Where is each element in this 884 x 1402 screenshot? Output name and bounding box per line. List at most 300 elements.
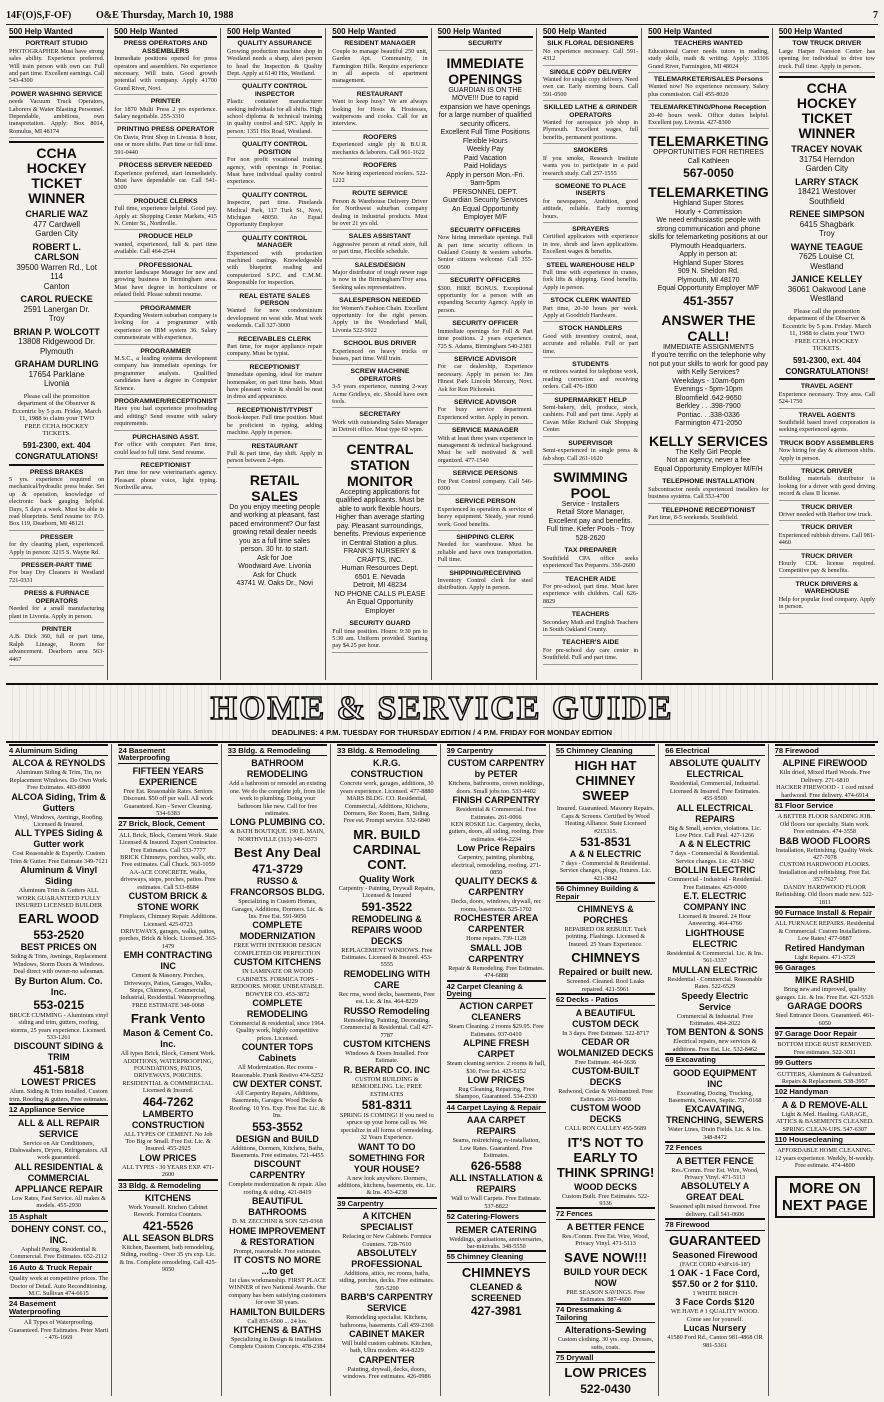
classified-ad [9, 534, 104, 559]
classified-ad [438, 227, 533, 274]
ad-title: SCHOOL BUS DRIVER [343, 340, 417, 348]
ad-text: interior landscape Manager for new and growing business in Birmingham area. Must have degree in horticulture or related field. Please submit resume. [114, 268, 217, 299]
ad-text: Large Harper Nansion Center has opening for individual to drive tow truck. Full time. Apply in person. [778, 47, 875, 70]
ad-title: STEEL WAREHOUSE HELP [546, 261, 635, 269]
ad-title: ROUTE SERVICE [352, 190, 408, 198]
service-text: REPAIRED OR REBUILT. Tuck pointing. Flashings. Licensed & Insured. 25 Years Experience. [564, 926, 647, 948]
classified-ad [332, 91, 427, 131]
ad-text: for 1870 Multi Press 2 yrs experience. Salary negotiable. 255-3310 [114, 105, 217, 121]
service-text: Kiln dried, Mixed Hard Woods. Free Delivery. 271-6810 [779, 769, 871, 784]
service-text: BRICK Chimneys, porches, walls, etc. Free estimates. Call Chuck. 563-1059 [120, 854, 217, 869]
service-listing [556, 993, 655, 1005]
ad-title: PRINTER [150, 98, 181, 106]
winner-name-line: Southfield [809, 196, 845, 206]
service-category-heading: 90 Furnace Install & Repair [775, 906, 875, 918]
service-phone: 464-7262 [142, 1094, 194, 1109]
service-text: AFFORDABLE HOME CLEANING. 12 years experience. Weekly, bi-weekly. Free estimate. 474-4800 [775, 1147, 875, 1170]
service-listing [775, 943, 875, 961]
ad-text: Experienced with production machined castings. Knowledgeable with blueprint reading and computerized S.P.C. and C.M.M. Responsible for inspection. [227, 249, 323, 287]
service-name: HAMILTON BUILDERS [229, 1306, 326, 1317]
service-listing [228, 1255, 327, 1307]
ad-text: Experienced single ply & B.U.R. mechanics & laborers. Call 961-1622 [332, 141, 428, 156]
ad-title: SECURITY [468, 40, 503, 48]
ad-title: TEACHERS WANTED [674, 40, 743, 48]
ad-text: Hourly CDL license required. Competitive pay & benefits. [778, 560, 875, 575]
ad-title: SERVICE ADVISOR [454, 398, 517, 406]
service-name: ABSOLUTELY A GREAT DEAL [680, 1181, 750, 1203]
classified-ad [332, 262, 427, 295]
ad-text: or retirees wanted for telephone work, reading correction and receiving orders. Call 476-1800 [542, 368, 639, 391]
ad-text: Educational Career needs tutors in reading, study skills, math & writing. Apply: 33306 Grand River, Farmington, MI 48024 [648, 47, 769, 70]
service-listing [9, 828, 108, 865]
ad-title: TRAVEL AGENTS [798, 411, 856, 419]
display-ad-line: Do you enjoy meeting people and working at pleasant, fast paced environment? Our fast growing retail dealer needs you as a full time sales person. 30 hr. to start. [229, 503, 320, 554]
svc-column-8 [772, 744, 878, 1396]
service-name: SMALL JOB CARPENTRY [468, 942, 525, 964]
service-listing [228, 876, 327, 920]
classified-ad [543, 297, 638, 322]
service-text: Big & Small, service, violations. Lic. Low Price. Call Paul. 427-1266 [668, 824, 762, 840]
winner-name-line: Plymouth [39, 346, 74, 356]
service-name: Mason & Cement Co. Inc. [123, 1028, 214, 1050]
service-listing [118, 1193, 217, 1219]
winner-headline: CCHA HOCKEY TICKET WINNER [796, 80, 857, 142]
classified-ad [227, 443, 322, 468]
service-listing [118, 817, 217, 829]
service-name: DISCOUNT SIDING & TRIM [13, 1041, 104, 1063]
service-text: WE HAVE # 1 QUALITY WOOD. Come see for yourself. [671, 1308, 759, 1323]
service-name: QUALITY DECKS & CARPENTRY [455, 876, 538, 898]
service-text: Concrete work, garages, additions, 30 years experience. Licensed. 477-8880 [339, 780, 434, 795]
service-name: CUSTOM KITCHENS [233, 957, 322, 968]
ad-text: 20-40 hours week. Office duties helpful. Excellent pay. Livonia. 427-8300 [648, 111, 769, 127]
display-ad-line: IMMEDIATE ASSIGNMENTS [662, 343, 754, 351]
ad-text: 5 yrs. experience required on mechanical/hydraulic press brake. Set up & operation, knowledge of electronic back gauging helpful. Days, 5 days a week. Must be able to read blueprints. Send resume to: P.O. Box 119, Dearborn, MI 48121 [9, 476, 105, 528]
service-listing [337, 1292, 436, 1329]
ad-text: For busy service department. Experienced writer. Apply in person. [437, 406, 533, 421]
display-ad-phone-line: Bloomfield .642-9650 [675, 394, 742, 402]
service-text: Vinyl, Windows, Awnings, Roofing. Licensed & Insured. [13, 813, 104, 829]
service-name: K.R.G. CONSTRUCTION [350, 758, 424, 780]
service-listing [775, 1085, 875, 1097]
ad-title: SINGLE COPY DELIVERY [549, 68, 632, 76]
service-name: LIGHTHOUSE ELECTRIC [685, 927, 745, 949]
classified-ad [543, 226, 638, 259]
ad-text: Needed for warehouse. Must be reliable and have own transportation. Full time. [437, 541, 533, 564]
ad-title: TRUCK BODY ASSEMBLERS [779, 439, 874, 447]
ad-text: Full time, experience helpful. Good pay. Apply at: Shopping Center Markets, 415 N. Center St., Northville. [114, 205, 217, 227]
service-text: 7 days - Commercial & Residential. Service changes. Lic. 421-3842 [670, 850, 760, 865]
winner-name-line: Westland [810, 261, 844, 271]
service-name: CHIMNEYS & PORCHES [577, 904, 634, 926]
service-category-heading: 52 Catering-Flowers [447, 1210, 546, 1222]
service-listing [337, 1112, 436, 1142]
display-ad-line: Weekly Pay [466, 146, 504, 154]
service-name: A KITCHEN SPECIALIST [360, 1211, 414, 1233]
winner-note: Please call the promotion department of the Observer & Eccentric by 5 p.m. Friday. March 11, 1988 to claim your TWO FREE CCHA HOCKEY TICKETS. [782, 307, 872, 353]
service-phone: 522-0430 [580, 1382, 631, 1397]
display-ad [648, 312, 769, 429]
classified-ad [9, 590, 104, 623]
service-name: ABSOLUTELY PROFESSIONAL [351, 1248, 423, 1269]
classified-ad [227, 40, 322, 80]
service-text: Complete modernization & repair. Also roofing & siding. 421-8419 [228, 1181, 327, 1196]
service-phone: 553-3552 [252, 1119, 303, 1134]
service-listing [556, 1365, 655, 1380]
winner-name-line: GRAHAM DURLING [14, 359, 99, 370]
svc-column-1 [6, 744, 112, 1396]
service-name: E.T. ELECTRIC COMPANY INC [683, 891, 747, 913]
service-headline: SAVE NOW!!! [564, 1249, 647, 1265]
service-category-heading: 66 Electrical [665, 744, 764, 756]
ad-text: Wanted for single copy delivery. Need own car. Early morning hours. Call 591-0500 [542, 76, 639, 98]
ad-text: Good with inventory control, neat, accurate and reliable. Full or part time. [542, 332, 639, 355]
service-phone: 421-5526 [142, 1218, 194, 1233]
service-listing [447, 1210, 546, 1222]
service-listing [228, 758, 327, 817]
service-text: PRE SEASON SAVINGS. Free Estimates. 887-4600 [566, 1288, 645, 1303]
classified-ad [332, 162, 427, 187]
display-ad-line: Equal Opportunity Employer M/F/H [654, 465, 763, 473]
service-listing [556, 835, 655, 849]
service-listing [556, 1207, 655, 1219]
ad-text: for newspapers, Ambition, good attitude, reliable. Early morning hours. [542, 197, 639, 220]
service-category-heading: 62 Decks - Patios [556, 993, 655, 1005]
classified-ad [438, 534, 533, 567]
service-listing [228, 920, 327, 957]
service-name: B&B WOOD FLOORS [779, 835, 871, 846]
service-text: KEN ROSKE Lic. Carpentry, decks, gutters, doors, all siding, roofing. Free estimates. 464-2234 [448, 821, 544, 843]
classified-ad [438, 320, 533, 353]
service-listing [9, 1275, 108, 1297]
service-text: Seasoned split mixed firewood. Free delivery. Call 541-0606 [669, 1203, 761, 1218]
service-listing [337, 1098, 436, 1112]
service-name: ALL SEASON BLDRS [122, 1232, 214, 1243]
classified-ad [332, 134, 427, 159]
service-listing [118, 1109, 217, 1153]
display-ad-line: Detroit, MI 48234 [353, 582, 407, 590]
service-text: 7 days - Commercial & Residential. Service changes, plugs, fixtures. Lic. 421-3842 [559, 860, 652, 882]
ad-text: Part time, for major appliance repair company. Must be typist. [227, 343, 323, 358]
service-listing [228, 1120, 327, 1134]
display-ad-headline: RETAIL SALES [249, 471, 300, 504]
service-name: EMH CONTRACTING INC [123, 950, 213, 972]
service-listing [337, 900, 436, 914]
ad-text: Part time, 8-5 weekends. Southfield. [648, 514, 739, 522]
classified-ad [648, 76, 769, 101]
service-name: CUSTOM WOOD DECKS [570, 1103, 641, 1125]
display-ad-line: Highland Super Stores [673, 200, 744, 208]
ad-title: QUALITY CONTROL INSPECTOR [242, 83, 308, 98]
service-name: Seasoned Firewood [672, 1249, 758, 1260]
winner-note: Please call the promotion department of the Observer & Eccentric by 5 p.m. Friday, March 11, 1988 to claim your TWO FREE CCHA HOCKEY TICKETS. [12, 392, 102, 438]
service-listing [447, 795, 546, 821]
service-text: Light & Med. Hauling. GARAGE, ATTICS & BASEMENTS CLEANED. SPRING CLEAN-UPS. 547-6307 [775, 1110, 874, 1133]
service-text: Commercial & Industrial. Free Estimates. 484-2022 [676, 1012, 754, 1027]
column-heading: 500 Help Wanted [438, 28, 533, 38]
classified-ad [227, 83, 322, 138]
service-category-heading: 56 Chimney Building & Repair [556, 882, 655, 902]
ad-title: PRESS OPERATORS AND ASSEMBLERS [123, 40, 208, 55]
service-listing [118, 1153, 217, 1179]
service-listing [665, 1250, 764, 1268]
ad-text: If you smoke, Research Institute wants you to participate in a paid research study. Call 257-1555 [542, 154, 639, 177]
ad-title: QUALITY CONTROL [242, 191, 308, 199]
classified-ad [227, 235, 322, 290]
winner-name-line: WAYNE TEAGUE [790, 241, 863, 252]
service-listing [337, 1197, 436, 1209]
classified-ad [9, 40, 104, 87]
service-listing [775, 1133, 875, 1145]
svc-column-6 [553, 744, 659, 1396]
classified-ad [648, 104, 769, 129]
service-text: Windows & Doors Installed. Free Estimate. [345, 1049, 429, 1065]
winner-headline: CCHA HOCKEY TICKET WINNER [26, 145, 87, 207]
ad-title: SERVICE PERSON [455, 498, 516, 506]
ad-title: SALES/DESIGN [354, 261, 406, 269]
service-name: MULLAN ELECTRIC [672, 964, 758, 975]
winner-name-line: TRACEY NOVAK [791, 144, 863, 155]
ad-title: SHIPPING CLERK [456, 534, 515, 542]
hw-column-8 [776, 28, 878, 680]
winner-name-line: Livonia [43, 379, 70, 389]
winner-name-line: 2591 Lanergan Dr. [23, 304, 90, 314]
service-phone: 531-8531 [580, 835, 631, 850]
service-listing [665, 1181, 764, 1218]
service-listing [556, 1250, 655, 1265]
ad-title: STUDENTS [572, 361, 609, 369]
display-ad-phone-line: Farmington 471-2050 [674, 420, 742, 428]
service-listing [775, 813, 875, 835]
display-ad-line: NO PHONE CALLS PLEASE [334, 590, 426, 598]
service-text: REPLACEMENT WINDOWS. Free Estimates. Licensed & Insured. 453-5555 [341, 946, 433, 969]
column-heading: 500 Help Wanted [543, 28, 638, 38]
ad-title: PROGRAMMER [140, 304, 191, 312]
display-ad-line: 43741 W. Oaks Dr., Novi [236, 580, 313, 588]
service-listing [337, 1039, 436, 1065]
service-listing [556, 1382, 655, 1396]
classified-ad [779, 581, 875, 614]
service-text: All Types of Waterproofing. Guaranteed. Free Estimates. Peter Marti - 476-1669 [9, 1319, 109, 1342]
service-listing [447, 1115, 546, 1159]
display-ad-headline: CENTRAL STATION MONITOR [346, 440, 414, 489]
service-listing [775, 1071, 875, 1086]
classified-ad [227, 364, 322, 404]
ad-text: Semi-bakery, deli, produce, stock, cashiers. Full and part time. Apply at Cavan Mike Richard Oak Shopping Center. [542, 404, 639, 434]
service-name: ABSOLUTE QUALITY ELECTRICAL [669, 758, 761, 780]
service-phone: 451-5818 [33, 1063, 85, 1078]
classified-ad [438, 277, 533, 317]
display-ad-line: Hourly + Commission [675, 208, 742, 216]
service-listing [556, 1008, 655, 1037]
service-listing [337, 969, 436, 1006]
service-text: Cement & Masonry. Porches, Driveways, Patios, Garages, Walks, Steps, Chimneys, Commercial, Industrial, Residential. Waterproofing. FREE ESTIMATE 348-0068 [120, 972, 216, 1009]
service-listing [228, 1134, 327, 1160]
service-listing [337, 1355, 436, 1381]
ad-text: Wanted for new condominium development on west side. Must work weekends. Call 327-3000 [227, 307, 323, 330]
service-listing [9, 1103, 108, 1115]
banner-deadline: DEADLINES: 4 P.M. TUESDAY FOR THURSDAY EDITION / 4 P.M. FRIDAY FOR MONDAY EDITION [271, 727, 613, 737]
service-listing [9, 744, 108, 756]
service-category-heading: 74 Dressmaking & Tailoring [556, 1303, 655, 1323]
display-ad [543, 469, 638, 544]
ad-text: Southfield based travel corporation is seeking experienced agents. [778, 418, 875, 434]
ad-title: PORTRAIT STUDIO [25, 40, 88, 48]
service-name: Low Price Repairs [457, 843, 536, 854]
service-name: 1 OAK - 1 Face Cord, $57.50 or 2 for $110. [670, 1268, 760, 1289]
display-ad-line: Evenings - 5pm-10pm [674, 386, 743, 394]
service-listing [228, 744, 327, 756]
display-ad-line: If you're terrific on the telephone why not put your skills to work for good pay with Kelly Services? [648, 352, 769, 377]
service-name: CUSTOM BRICK & STONE WORK [128, 891, 208, 913]
service-text: Kitchens, bathrooms, crown moldings, doors. Small jobs too. 533-4402 [448, 780, 545, 795]
service-listing [556, 1267, 655, 1304]
service-text: 1 WHITE BIRCH [692, 1290, 738, 1297]
ad-title: SPRAYERS [572, 225, 609, 233]
home-service-guide-banner [6, 683, 878, 743]
classified-ad [779, 524, 875, 549]
classified-ad [332, 297, 427, 337]
display-ad [648, 184, 769, 308]
service-listing [447, 821, 546, 843]
service-name: COMPLETE REMODELING [246, 997, 308, 1019]
service-text: Installation, Refinishing. Quality Work. 427-7078 [775, 846, 874, 862]
display-ad-line: Paid Vacation [463, 154, 507, 162]
ad-title: TRUCK DRIVER [801, 524, 853, 532]
service-text: 41580 Ford Rd., Canton 981-4868 OR 981-5361 [667, 1334, 763, 1349]
winner-congrats: CONGRATULATIONS! [785, 366, 869, 376]
service-name: RUSSO & FRANCORSOS BLDG. [230, 876, 325, 898]
service-text: Rug Cleaning, Repairing, Free Shampoo, Guaranteed. 534-2330 [455, 1085, 538, 1101]
service-guide-section [6, 744, 878, 1396]
service-listing [9, 976, 108, 1012]
classified-ad [438, 498, 533, 531]
winner-name-line: 31754 Herndon [799, 154, 855, 164]
winner-name-line: Troy [819, 229, 835, 239]
display-ad-phone: 567-0050 [683, 166, 734, 181]
service-name: ALL & ALL REPAIR SERVICE [17, 1117, 100, 1139]
display-ad [227, 472, 322, 589]
service-text: Screened. Cleaned. Roof Leaks repaired. 421-5961 [566, 978, 645, 993]
classified-ad [543, 147, 638, 180]
service-listing [665, 891, 764, 928]
ad-text: Full time with experience in cranes, fork lifts & shipping. Good benefits. Apply in person. [542, 268, 639, 291]
service-category-heading: 99 Gutters [775, 1056, 875, 1068]
service-text: Kitchen, Basement, bath remodeling, Siding, roofing - Over 35 yrs exp. Lic. & Ins. Complete remodeling. Call 425-9050 [119, 1243, 217, 1274]
service-text: Home repairs. 739-1128 [466, 935, 527, 943]
service-listing [665, 758, 764, 802]
service-category-heading: 78 Firewood [665, 1218, 764, 1230]
service-name: LAMBERTO CONSTRUCTION [131, 1108, 205, 1130]
service-listing [556, 1222, 655, 1248]
service-text: Electrical repairs, new services & additions. Free Est. Lic. 532-8462 [672, 1038, 758, 1053]
hw-column-6 [540, 28, 642, 680]
service-name: RUSSO Remodeling [343, 1005, 430, 1016]
service-text: Specializing in Design & installation. Complete Custom Concepts. 478-2384 [229, 1336, 326, 1351]
service-text: D. M. ZECCHINI & SON 525-0368 [232, 1218, 323, 1226]
service-text: Low Rates, Fast Service. All makes & models. 455-2930 [11, 1194, 106, 1210]
service-category-heading: 110 Housecleaning [775, 1133, 875, 1145]
hw-column-4 [329, 28, 431, 680]
service-text: 1st class workmanship. FIRST PLACE WINNER of two National Awards. Our company has been satisfying customers for over 30 years. [228, 1277, 327, 1307]
service-listing [118, 766, 217, 818]
service-name: EXCAVATING, TRENCHING, SEWERS [666, 1104, 764, 1126]
winner-name-line: 17654 Parklane [28, 369, 85, 379]
service-text: Carpentry - Painting, Drywall Repairs, Licensed & Insured [338, 884, 435, 900]
classified-ad [543, 104, 638, 144]
service-category-heading: 33 Bldg. & Remodeling [228, 744, 327, 756]
service-text: ALL FURNACE REPAIRS. Residential & Commercial. Custom Installations. Low Rates! 477-0887 [775, 920, 875, 943]
service-headline: CHIMNEYS [571, 950, 640, 966]
ad-text: Southfield CPA office seeks experienced Tax Preparers. 356-2600 [542, 554, 639, 570]
service-text: Remodeling, Painting, Decorating. Commercial & Residential. Call 427-7787 [340, 1016, 434, 1039]
ad-title: SALES ASSISTANT [348, 233, 412, 241]
service-category-heading: 24 Basement Waterproofing [118, 744, 217, 764]
page-number: 7 [873, 9, 878, 21]
service-text: CALL RON CALLEY 455-5689 [564, 1125, 647, 1133]
service-text: Water Lines, Drain Fields. Lic. & Ins. 348-8472 [668, 1126, 762, 1141]
service-text: Res./Comm. Free Est. Wire, Wood, Privacy Vinyl. 471-5113 [671, 1166, 759, 1181]
ad-text: Certified applicators with experience in tree, shrub and lawn applications. Excellent wages & benefits. [542, 233, 639, 256]
classified-ad [227, 141, 322, 188]
svc-column-5 [444, 744, 550, 1396]
ad-title: SECURITY OFFICERS [449, 277, 521, 285]
service-text: CUSTOM BUILDING & REMODELING. Lic. FREE ESTIMATES [351, 1075, 423, 1098]
classified-ad [114, 98, 217, 123]
service-text: Quality work at competitive prices. The Doctor of Detail. Auto Reconditioning. M.C. Sullivan 474-6615 [9, 1275, 108, 1297]
service-listing [337, 1006, 436, 1039]
service-name: COUNTER TOPS Cabinets [241, 1042, 314, 1064]
service-text: SPRING IS COMING! If you need to spruce up your home call us. We specialize in all forms of remodeling. 32 Years Experience. [339, 1111, 434, 1142]
service-listing [337, 758, 436, 795]
display-ad [648, 133, 769, 180]
classified-ad [332, 40, 427, 87]
ad-text: Expanding Western suburban company is looking for a programmer with experience on IBM system 36. Salary commensurate with experience. [114, 312, 217, 342]
service-listing [775, 744, 875, 756]
service-category-heading: 81 Floor Service [775, 799, 875, 811]
ad-title: ROOFERS [363, 162, 397, 170]
service-listing [775, 1100, 875, 1133]
display-ad-line: The Kelly Girl People [675, 448, 742, 456]
display-ad-line: An Equal Opportunity Employer [346, 599, 414, 615]
display-ad-phone: 451-3557 [683, 293, 734, 308]
service-name: CABINET MAKER [349, 1329, 425, 1340]
service-listing [228, 1226, 327, 1255]
winner-name-line: ROBERT L. CARLSON [32, 241, 81, 263]
ad-title: PRINTING PRESS OPERATOR [117, 126, 215, 134]
service-listing [447, 1265, 546, 1280]
service-listing [447, 913, 546, 942]
classified-ad [227, 407, 322, 440]
service-name: Retired Handyman [785, 942, 865, 953]
service-text: Fireplaces, Chimney Repair. Additions. Licensed. 425-0723 [119, 913, 217, 928]
service-name: BUILD YOUR DECK NOW [563, 1266, 648, 1288]
service-name: Alterations-Sewing [564, 1325, 647, 1336]
service-listing [775, 961, 875, 973]
service-headline: HIGH HAT CHIMNEY SWEEP [574, 758, 637, 804]
classified-ad [114, 462, 217, 495]
service-name: ROCHESTER AREA CARPENTER [454, 913, 539, 935]
ad-title: PRINTER [41, 625, 72, 633]
winner-name-line: 7625 Louise Ct. [798, 252, 855, 262]
winner-name-line: 13808 Ridgewood Dr. [18, 337, 96, 347]
service-listing [9, 792, 108, 829]
ad-title: TRUCK DRIVER [801, 503, 853, 511]
display-ad-line: Not an agency, never a fee [666, 457, 751, 465]
service-text: Alum. Siding & Trim installed. Custom trim. Roofing & gutters, Free estimates. [9, 1088, 108, 1103]
ad-title: TRAVEL AGENT [800, 383, 853, 391]
service-text: IN LAMINATE OR WOOD CABINETS. FORMICA TOPS - REDOORS. MORE UNBEATABLE. BOWYER CO. 453-3872 [230, 968, 324, 998]
